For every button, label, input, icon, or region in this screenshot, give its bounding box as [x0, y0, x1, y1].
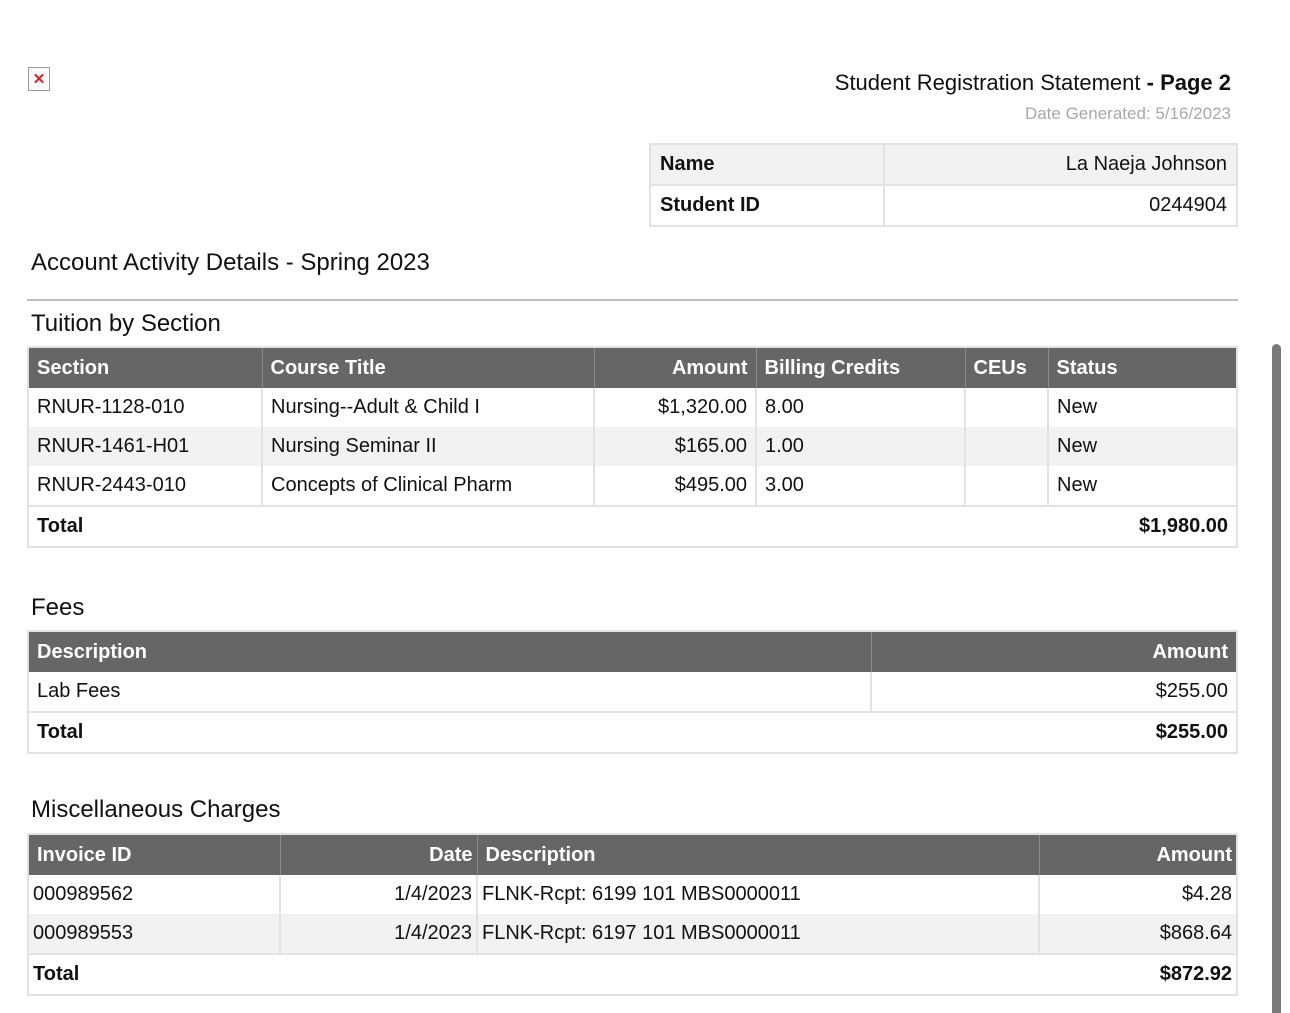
student-name-row [650, 144, 1237, 185]
col-section: Section [28, 347, 262, 388]
col-amount: Amount [594, 347, 756, 388]
name-value: La Naeja Johnson [884, 144, 1237, 185]
section-cell: RNUR-1128-010 [28, 388, 262, 427]
status-cell: New [1057, 474, 1098, 496]
page-label: - Page 2 [1146, 70, 1231, 95]
section-divider [27, 299, 1238, 301]
col-invoice-id: Invoice ID [28, 834, 280, 875]
date-cell: 1/4/2023 [280, 875, 477, 914]
status-cell: New [1057, 396, 1098, 418]
col-amount: Amount [1039, 834, 1237, 875]
misc-charges-table [27, 833, 1238, 996]
description-cell: Lab Fees [28, 672, 871, 712]
ceus-cell [965, 427, 1048, 466]
col-amount: Amount [871, 631, 1237, 672]
col-course-title: Course Title [262, 347, 594, 388]
tuition-total-value: $1,980.00 [756, 506, 1237, 547]
amount-cell: $255.00 [1155, 680, 1228, 702]
col-billing-credits: Billing Credits [756, 347, 965, 388]
amount-cell: $165.00 [594, 427, 756, 466]
student-id-row [650, 185, 1237, 226]
section-cell: RNUR-1461-H01 [28, 427, 262, 466]
course-title-cell: Nursing Seminar II [262, 427, 594, 466]
amount-cell: $868.64 [1039, 914, 1237, 954]
col-date: Date [280, 834, 477, 875]
col-status: Status [1048, 347, 1237, 388]
vertical-scrollbar[interactable] [1272, 344, 1281, 1013]
amount-cell: $4.28 [1181, 883, 1232, 905]
table-row [28, 466, 1237, 506]
tuition-header-row [28, 347, 1237, 388]
date-cell: 1/4/2023 [280, 914, 477, 954]
fees-section-title: Fees [31, 594, 85, 621]
tuition-section-title: Tuition by Section [31, 310, 221, 337]
misc-total-value: $872.92 [1039, 954, 1237, 995]
amount-cell: $495.00 [594, 466, 756, 506]
fees-table [27, 630, 1238, 754]
description-cell: FLNK-Rcpt: 6199 101 MBS0000011 [477, 875, 1039, 914]
student-info-table [649, 143, 1238, 227]
student-id-value: 0244904 [884, 185, 1237, 226]
credits-cell: 1.00 [756, 427, 965, 466]
credits-cell: 3.00 [756, 466, 965, 506]
tuition-total-row [28, 506, 1237, 547]
status-cell: New [1048, 427, 1237, 466]
credits-cell: 8.00 [756, 388, 965, 427]
col-description: Description [28, 631, 871, 672]
course-title-cell: Concepts of Clinical Pharm [262, 466, 594, 506]
misc-section-title: Miscellaneous Charges [31, 796, 281, 823]
tuition-table [27, 346, 1238, 548]
fees-total-row [28, 712, 1237, 753]
total-label: Total [28, 954, 1039, 995]
course-title-cell: Nursing--Adult & Child I [262, 388, 594, 427]
ceus-cell [965, 388, 1048, 427]
table-row [28, 427, 1237, 466]
name-label: Name [650, 144, 884, 185]
table-row [28, 388, 1237, 427]
amount-cell: $1,320.00 [594, 388, 756, 427]
broken-image-icon: ✕ [28, 67, 50, 91]
page-heading: Account Activity Details - Spring 2023 [31, 249, 430, 276]
ceus-cell [965, 466, 1048, 506]
statement-title: Student Registration Statement - Page 2 [834, 70, 1231, 95]
student-id-label: Student ID [650, 185, 884, 226]
statement-header [835, 70, 1231, 124]
date-generated: Date Generated: 5/16/2023 [1024, 104, 1231, 123]
table-row [28, 875, 1237, 914]
table-row [28, 914, 1237, 954]
total-label: Total [28, 506, 756, 547]
fees-header-row [28, 631, 1237, 672]
fees-total-value: $255.00 [871, 712, 1237, 753]
misc-header-row [28, 834, 1237, 875]
col-description: Description [477, 834, 1039, 875]
description-cell: FLNK-Rcpt: 6197 101 MBS0000011 [477, 914, 1039, 954]
misc-total-row [28, 954, 1237, 995]
col-ceus: CEUs [965, 347, 1048, 388]
invoice-id-cell: 000989553 [28, 914, 280, 954]
section-cell: RNUR-2443-010 [28, 466, 262, 506]
invoice-id-cell: 000989562 [28, 875, 280, 914]
table-row [28, 672, 1237, 712]
total-label: Total [28, 712, 871, 753]
